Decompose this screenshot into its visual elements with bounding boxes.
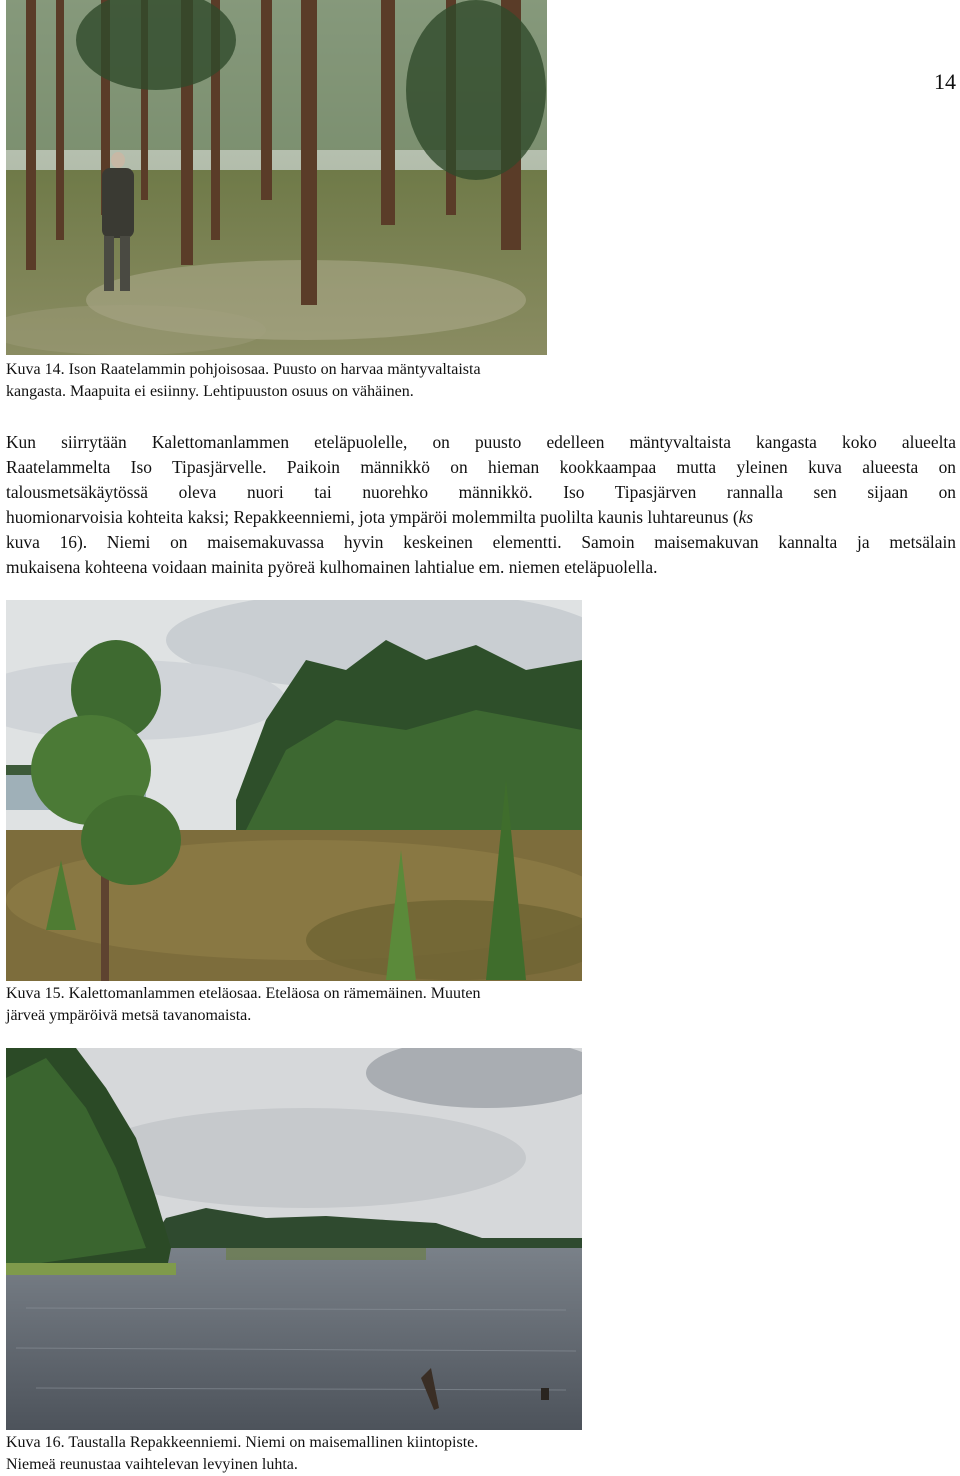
caption-line: Kuva 14. Ison Raatelammin pohjoisosaa. Puusto on harvaa mäntyvaltaista xyxy=(6,361,481,378)
figure-caption-14 xyxy=(6,359,596,403)
photo-bog-lake xyxy=(6,600,582,981)
paragraph-line: talousmetsäkäytössä oleva nuori tai nuorehko männikkö. Iso Tipasjärven rannalla sen sijaan on xyxy=(6,482,956,502)
body-paragraph xyxy=(6,430,956,580)
paragraph-line: Raatelammelta Iso Tipasjärvelle. Paikoin männikkö on hieman kookkaampaa mutta yleinen kuva alueesta on xyxy=(6,457,956,477)
photo-lake-peninsula xyxy=(6,1048,582,1430)
figure-caption-16 xyxy=(6,1432,596,1476)
caption-line: järveä ympäröivä metsä tavanomaista. xyxy=(6,1007,252,1024)
paragraph-line: huomionarvoisia kohteita kaksi; Repakkeenniemi, jota ympäröi molemmilta puolilta kaunis luhtareunus ( xyxy=(6,507,739,527)
photo-pine-forest xyxy=(6,0,547,355)
caption-line: Niemeä reunustaa vaihtelevan levyinen luhta. xyxy=(6,1456,298,1473)
figure-caption-15 xyxy=(6,983,596,1027)
italic-abbreviation: ks xyxy=(738,507,754,527)
paragraph-line-4 xyxy=(6,505,956,530)
caption-line: Kuva 15. Kalettomanlammen eteläosaa. Eteläosa on rämemäinen. Muuten xyxy=(6,985,481,1002)
caption-line: Kuva 16. Taustalla Repakkeenniemi. Niemi on maisemallinen kiintopiste. xyxy=(6,1434,479,1451)
paragraph-line: kuva 16). Niemi on maisemakuvassa hyvin keskeinen elementti. Samoin maisemakuvan kannalta ja metsälain xyxy=(6,532,956,552)
page-number: 14 xyxy=(934,69,956,94)
caption-line: kangasta. Maapuita ei esiinny. Lehtipuuston osuus on vähäinen. xyxy=(6,383,414,400)
paragraph-line: mukaisena kohteena voidaan mainita pyöreä kulhomainen lahtialue em. niemen eteläpuolella. xyxy=(6,557,658,577)
paragraph-line: Kun siirrytään Kalettomanlammen eteläpuolelle, on puusto edelleen mäntyvaltaista kangasta koko alueelta xyxy=(6,432,956,452)
